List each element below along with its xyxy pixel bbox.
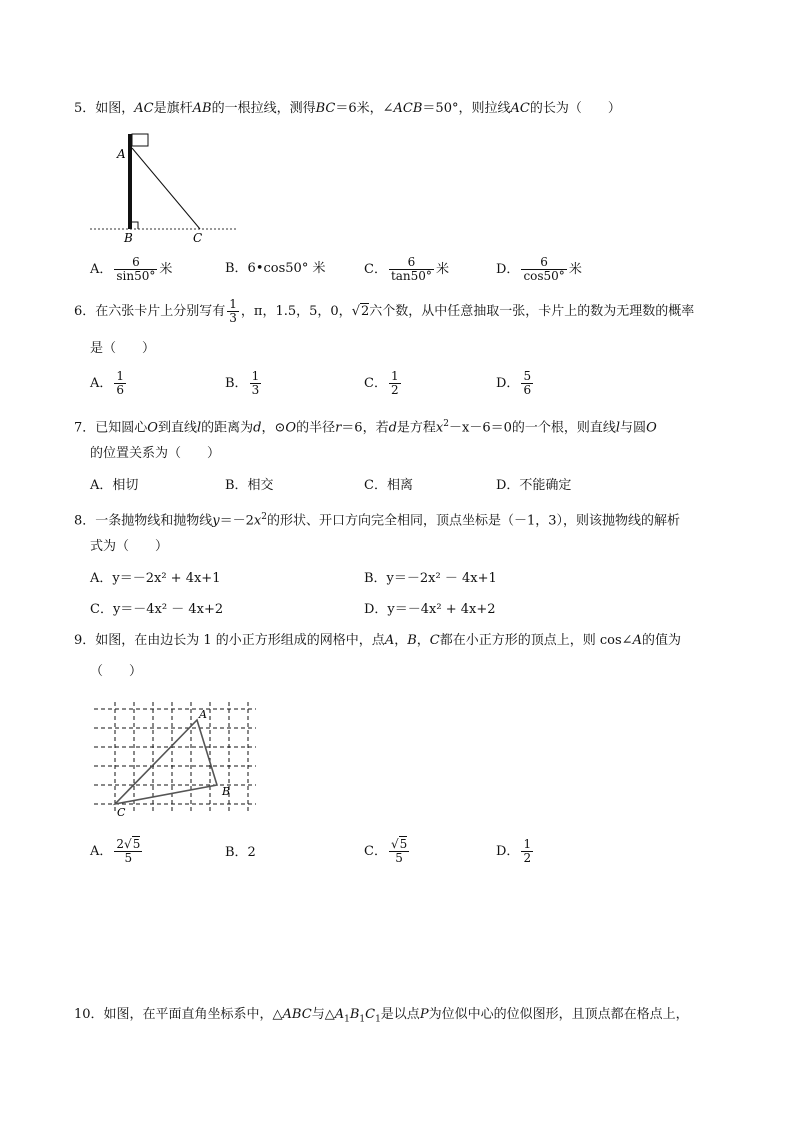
- q5-option-c[interactable]: C． $\frac{6}{\tan 50^\circ}$ 米: [364, 255, 449, 283]
- q8-stem-line2: 式为（ ）: [90, 539, 169, 554]
- q5-option-b[interactable]: B．6•cos50° 米: [225, 261, 326, 276]
- label-b: B: [124, 231, 133, 245]
- q9-option-b[interactable]: B．2: [225, 845, 256, 860]
- q8-stem-line1: 8．一条抛物线和抛物线$y=-2x^2$的形状、开口方向完全相同，顶点坐标是（－1，3），则该抛物线的解析: [74, 512, 681, 529]
- q6-option-d[interactable]: D． $\frac{5}{6}$: [496, 369, 532, 397]
- flag: [132, 134, 148, 146]
- q9-option-d[interactable]: D． $\frac{1}{2}$: [496, 837, 532, 865]
- triangle-abc: [115, 720, 217, 804]
- q7-option-a[interactable]: A．相切: [90, 478, 139, 493]
- q6-stem-line2: 是（ ）: [90, 341, 156, 356]
- label-a: A: [199, 708, 207, 721]
- q9-stem-line1: 9．如图，在由边长为 1 的小正方形组成的网格中，点A，B，C都在小正方形的顶点上，则 cos∠A的值为: [74, 633, 681, 648]
- q7-stem-line1: 7．已知圆心O到直线l的距离为d，⊙O的半径r＝6，若d是方程$x^2-x-6=0$的一个根，则直线l与圆O: [74, 419, 657, 436]
- q6-option-b[interactable]: B． $\frac{1}{3}$: [225, 369, 260, 397]
- q7-option-d[interactable]: D．不能确定: [496, 478, 572, 493]
- q8-option-a[interactable]: A．y＝－2x² + 4x+1: [90, 571, 221, 586]
- label-c: C: [117, 806, 126, 818]
- q8-option-c[interactable]: C．y＝－4x² － 4x+2: [90, 602, 224, 617]
- label-c: C: [193, 231, 203, 245]
- q7-option-c[interactable]: C．相离: [364, 478, 413, 493]
- q9-option-c[interactable]: C． $\frac{√5}{5}$: [364, 837, 408, 865]
- q5-option-a[interactable]: A． $\frac{6}{\sin 50^\circ}$ 米: [90, 255, 173, 283]
- label-b: B: [222, 785, 231, 798]
- label-a: A: [117, 147, 126, 161]
- flagpole: [128, 134, 132, 229]
- q6-option-a[interactable]: A． $\frac{1}{6}$: [90, 369, 125, 397]
- q8-option-d[interactable]: D．y＝－4x² + 4x+2: [364, 602, 496, 617]
- q9-stem-line2: （ ）: [90, 664, 143, 679]
- guy-wire-ac: [132, 148, 200, 229]
- q6-stem-line1: 6．在六张卡片上分别写有 $\frac{1}{3}$ ，π，1.5，5，0，√2六个数，从中任意抽取一张，卡片上的数为无理数的概率: [74, 297, 695, 325]
- q8-option-b[interactable]: B．y＝－2x² － 4x+1: [364, 571, 497, 586]
- right-angle-mark: [132, 222, 138, 229]
- q7-option-b[interactable]: B．相交: [225, 478, 274, 493]
- q7-stem-line2: 的位置关系为（ ）: [90, 446, 221, 461]
- q5-stem: 5．如图，AC是旗杆AB的一根拉线，测得BC＝6米，∠ACB＝50°，则拉线AC的长为（ ）: [74, 101, 621, 116]
- q5-flagpole-figure: [86, 128, 246, 248]
- grid-lines: [94, 702, 256, 814]
- q9-grid-figure: [90, 702, 260, 818]
- q10-stem-line1: 10．如图，在平面直角坐标系中，△ABC与$\triangle A_1B_1C_1$是以点P为位似中心的位似图形，且顶点都在格点上，: [74, 1007, 689, 1025]
- q9-option-a[interactable]: A． $\frac{2√5}{5}$: [90, 837, 141, 865]
- sqrt-sign: √: [351, 304, 360, 319]
- q6-option-c[interactable]: C． $\frac{1}{2}$: [364, 369, 399, 397]
- q5-option-d[interactable]: D． $\frac{6}{\cos 50^\circ}$ 米: [496, 255, 582, 283]
